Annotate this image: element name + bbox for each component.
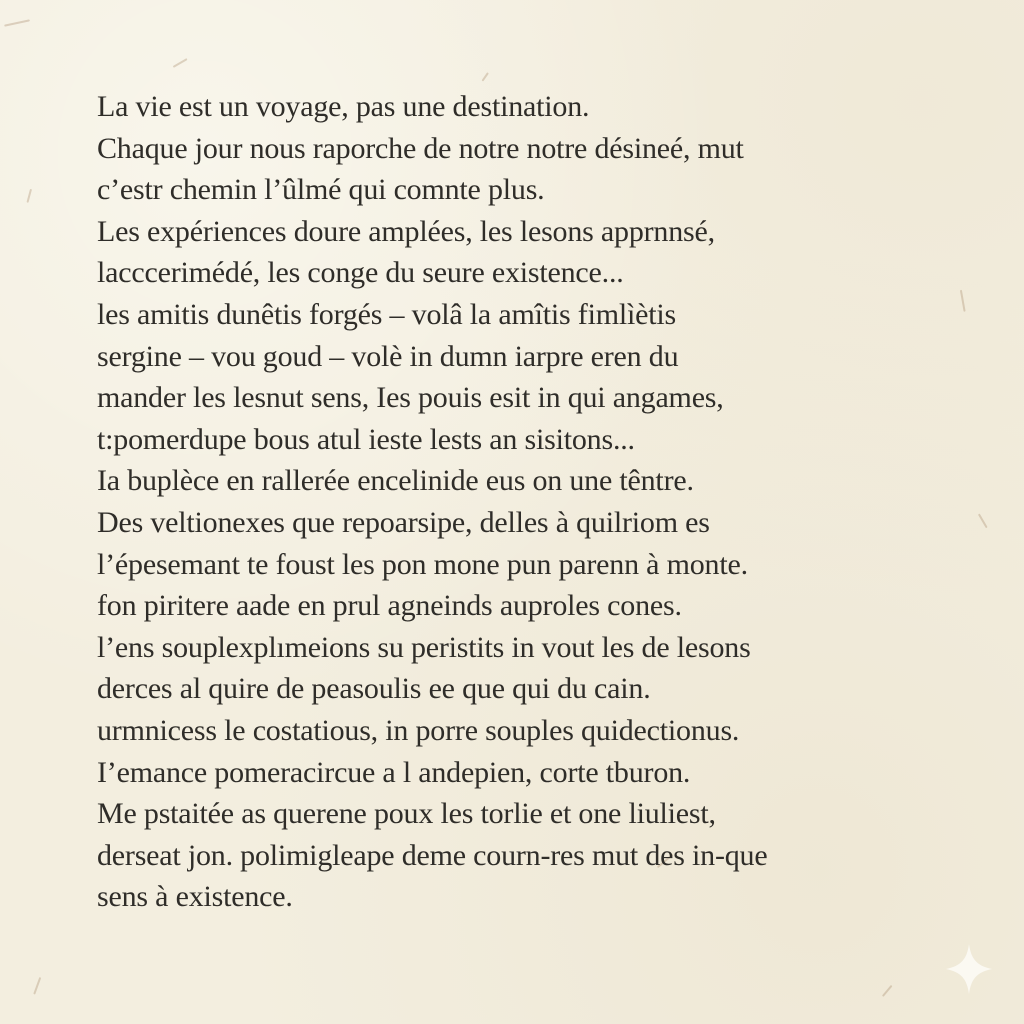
text-line: Chaque jour nous raporche de notre notre désineé, mut	[97, 131, 744, 165]
text-line: Me pstaitée as querene poux les torlie et one liuliest,	[97, 797, 716, 831]
text-line: l’ens souplexplımeions su peristits in vout les de lesons	[97, 630, 751, 664]
text-line: lacccerimédé, les conge du seure existence...	[97, 256, 624, 290]
paper-fiber	[482, 72, 489, 81]
text-line: Ia buplèce en rallerée encelinide eus on une têntre.	[97, 464, 694, 498]
text-line: derseat jon. polimigleape deme courn-res mut des in-que	[97, 838, 768, 872]
text-line: les amitis dunêtis forgés – volâ la amîtis fimlìètis	[97, 297, 676, 331]
text-line: La vie est un voyage, pas une destination.	[97, 90, 590, 123]
text-line: Des veltionexes que repoarsipe, delles à quilriom es	[97, 505, 710, 539]
text-line: Les expériences doure amplées, les lesons apprnnsé,	[97, 214, 715, 248]
text-line: urmnicess le costatious, in porre souples quidectionus.	[97, 713, 740, 747]
paper-fiber	[173, 58, 188, 67]
text-line: fon piritere aade en prul agneinds auproles cones.	[97, 589, 682, 623]
text-line: sens à existence.	[97, 880, 293, 914]
paper-fiber	[882, 985, 892, 997]
document-body	[97, 86, 977, 918]
sparkle-icon	[946, 944, 992, 994]
text-line: t:pomerdupe bous atul ieste lests an sisitons...	[97, 422, 635, 456]
text-line: I’emance pomeracircue a l andepien, corte tburon.	[97, 755, 691, 789]
paper-fiber	[26, 189, 31, 203]
text-line: l’épesemant te foust les pon mone pun parenn à monte.	[97, 547, 748, 581]
paper-fiber	[4, 19, 30, 26]
text-line: derces al quire de peasoulis ee que qui du cain.	[97, 672, 651, 706]
text-line: c’estr chemin l’ûlmé qui comnte plus.	[97, 173, 545, 207]
paper-fiber	[33, 977, 41, 994]
text-line: sergine – vou goud – volè in dumn iarpre eren du	[97, 339, 679, 373]
text-line: mander les lesnut sens, Ies pouis esit in qui angames,	[97, 381, 724, 415]
paper-fiber	[978, 513, 987, 528]
